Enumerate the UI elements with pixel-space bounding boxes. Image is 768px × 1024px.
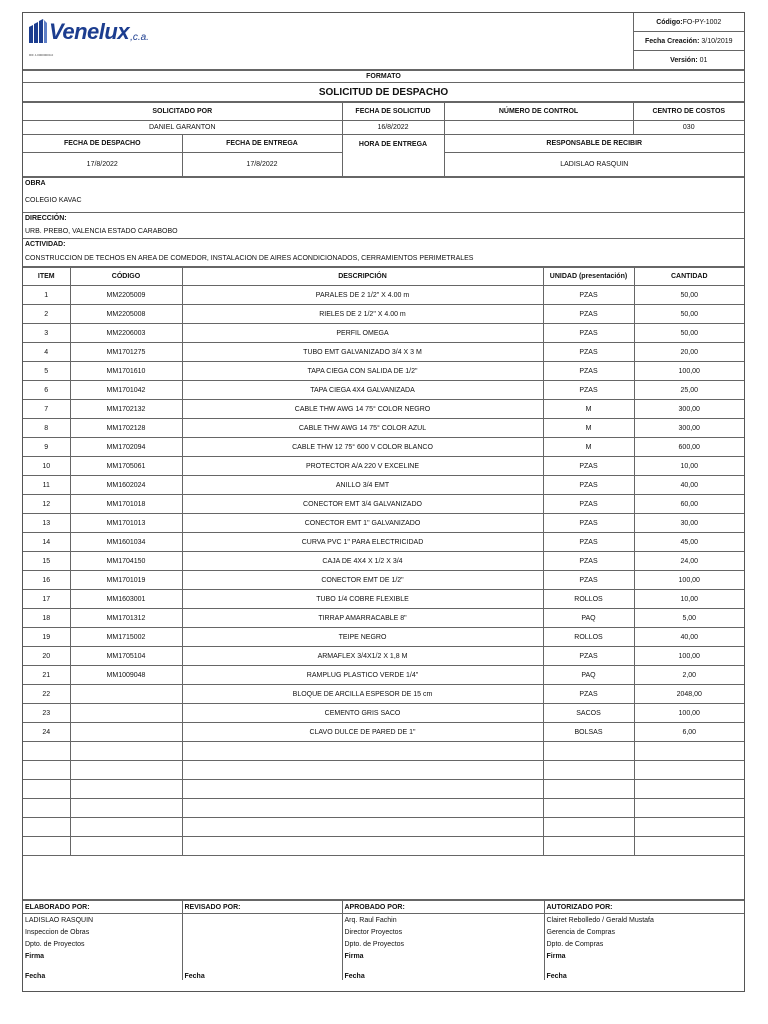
empty-cell [634, 837, 744, 856]
table-row [23, 476, 744, 495]
table-row [23, 514, 744, 533]
cell-cantidad: 100,00 [634, 704, 744, 723]
cell-unidad: PZAS [543, 685, 634, 704]
table-row [23, 324, 744, 343]
cell-descripcion: RIELES DE 2 1/2" X 4.00 m [182, 305, 543, 324]
cell-descripcion: ANILLO 3/4 EMT [182, 476, 543, 495]
empty-cell [543, 761, 634, 780]
cell-item: 7 [23, 400, 70, 419]
table-row [23, 400, 744, 419]
cell-item: 20 [23, 647, 70, 666]
cell-item: 22 [23, 685, 70, 704]
cell-descripcion: PERFIL OMEGA [182, 324, 543, 343]
cell-cantidad: 300,00 [634, 419, 744, 438]
signature-line-dept [23, 938, 744, 950]
cell-codigo [70, 685, 182, 704]
cell-unidad: PZAS [543, 457, 634, 476]
empty-cell [182, 742, 543, 761]
header-table [23, 13, 744, 70]
logo-name: Venelux [49, 19, 130, 44]
fecha-creacion-cell [633, 32, 744, 51]
table-row [23, 438, 744, 457]
table-row [23, 609, 744, 628]
table-row [23, 305, 744, 324]
cell-item: 9 [23, 438, 70, 457]
table-row [23, 666, 744, 685]
cell-item: 6 [23, 381, 70, 400]
cell-item: 15 [23, 552, 70, 571]
autorizado-name: Clairet Rebolledo / Gerald Mustafa [544, 914, 744, 927]
cell-descripcion: CEMENTO GRIS SACO [182, 704, 543, 723]
empty-cell [70, 837, 182, 856]
cell-cantidad: 45,00 [634, 533, 744, 552]
version-label: Versión: [670, 56, 698, 64]
cell-codigo: MM1715002 [70, 628, 182, 647]
empty-cell [23, 761, 70, 780]
codigo-cell [633, 13, 744, 32]
table-row [23, 590, 744, 609]
cell-descripcion: TAPA CIEGA 4X4 GALVANIZADA [182, 381, 543, 400]
cell-unidad: PZAS [543, 533, 634, 552]
cell-item: 24 [23, 723, 70, 742]
cell-unidad: PZAS [543, 324, 634, 343]
title-table [23, 70, 744, 102]
empty-cell [70, 742, 182, 761]
cell-item: 13 [23, 514, 70, 533]
cell-codigo: MM1701019 [70, 571, 182, 590]
cell-descripcion: PROTECTOR A/A 220 V EXCELINE [182, 457, 543, 476]
cell-unidad: PZAS [543, 495, 634, 514]
empty-cell [70, 799, 182, 818]
empty-cell [634, 818, 744, 837]
page-title: SOLICITUD DE DESPACHO [23, 83, 744, 102]
cell-cantidad: 20,00 [634, 343, 744, 362]
table-row [23, 286, 744, 305]
cell-codigo: MM1009048 [70, 666, 182, 685]
cell-cantidad: 25,00 [634, 381, 744, 400]
request-table [23, 102, 744, 177]
cell-unidad: PZAS [543, 571, 634, 590]
fecha-entrega-label: FECHA DE ENTREGA [182, 135, 342, 153]
cell-item: 17 [23, 590, 70, 609]
cell-codigo: MM1701018 [70, 495, 182, 514]
elaborado-dept: Dpto. de Proyectos [23, 938, 182, 950]
table-row [23, 628, 744, 647]
obra-label: OBRA [23, 178, 744, 190]
cell-unidad: PZAS [543, 381, 634, 400]
autorizado-role: Gerencia de Compras [544, 926, 744, 938]
elaborado-label: ELABORADO POR: [23, 901, 182, 914]
revisado-dept [182, 938, 342, 950]
items-table [23, 267, 744, 900]
cell-cantidad: 40,00 [634, 476, 744, 495]
cell-cantidad: 50,00 [634, 286, 744, 305]
cell-unidad: BOLSAS [543, 723, 634, 742]
cell-cantidad: 10,00 [634, 590, 744, 609]
cell-unidad: PZAS [543, 647, 634, 666]
cell-unidad: ROLLOS [543, 590, 634, 609]
cell-item: 4 [23, 343, 70, 362]
signature-line-label [23, 901, 744, 914]
fecha-solicitud-value: 16/8/2022 [342, 121, 444, 135]
cell-codigo: MM2206003 [70, 324, 182, 343]
cell-descripcion: ARMAFLEX 3/4X1/2 X 1,8 M [182, 647, 543, 666]
cell-descripcion: TUBO EMT GALVANIZADO 3/4 X 3 M [182, 343, 543, 362]
cell-item: 5 [23, 362, 70, 381]
table-row [23, 419, 744, 438]
logo-suffix: ,c.a. [130, 32, 149, 43]
cell-unidad: M [543, 438, 634, 457]
cell-unidad: PAQ [543, 609, 634, 628]
codigo-label: Código: [656, 18, 683, 26]
empty-row [23, 837, 744, 856]
cell-cantidad: 6,00 [634, 723, 744, 742]
fecha-solicitud-label: FECHA DE SOLICITUD [342, 103, 444, 121]
cell-cantidad: 600,00 [634, 438, 744, 457]
cell-unidad: ROLLOS [543, 628, 634, 647]
cell-unidad: PZAS [543, 305, 634, 324]
empty-cell [543, 780, 634, 799]
empty-cell [182, 761, 543, 780]
cell-unidad: M [543, 419, 634, 438]
table-row [23, 685, 744, 704]
cell-cantidad: 40,00 [634, 628, 744, 647]
elaborado-fecha: Fecha [23, 962, 182, 980]
cell-item: 8 [23, 419, 70, 438]
cell-codigo: MM1704150 [70, 552, 182, 571]
revisado-fecha: Fecha [182, 962, 342, 980]
cell-cantidad: 300,00 [634, 400, 744, 419]
direccion-value: URB. PREBO, VALENCIA ESTADO CARABOBO [23, 224, 744, 239]
cell-cantidad: 2,00 [634, 666, 744, 685]
cell-codigo: MM1701042 [70, 381, 182, 400]
cell-item: 21 [23, 666, 70, 685]
cell-descripcion: CONECTOR EMT DE 1/2" [182, 571, 543, 590]
cell-cantidad: 2048,00 [634, 685, 744, 704]
col-descripcion: DESCRIPCIÓN [182, 268, 543, 286]
cell-codigo: MM1702128 [70, 419, 182, 438]
empty-cell [23, 818, 70, 837]
cell-item: 19 [23, 628, 70, 647]
revisado-firma [182, 950, 342, 962]
revisado-role [182, 926, 342, 938]
aprobado-label: APROBADO POR: [342, 901, 544, 914]
empty-cell [543, 837, 634, 856]
cell-descripcion: TEIPE NEGRO [182, 628, 543, 647]
cell-codigo: MM1702094 [70, 438, 182, 457]
table-row [23, 343, 744, 362]
aprobado-fecha: Fecha [342, 962, 544, 980]
form-sheet [22, 12, 745, 992]
table-row [23, 704, 744, 723]
aprobado-name: Arq. Raul Fachin [342, 914, 544, 927]
empty-cell [23, 742, 70, 761]
solicitado-por-label: SOLICITADO POR [23, 103, 342, 121]
cell-item: 1 [23, 286, 70, 305]
cell-cantidad: 50,00 [634, 305, 744, 324]
cell-unidad: PZAS [543, 514, 634, 533]
cell-descripcion: CAJA DE 4X4 X 1/2 X 3/4 [182, 552, 543, 571]
col-unidad: UNIDAD (presentación) [543, 268, 634, 286]
cell-cantidad: 10,00 [634, 457, 744, 476]
signature-line-fecha [23, 962, 744, 980]
empty-row [23, 818, 744, 837]
empty-cell [23, 799, 70, 818]
cell-cantidad: 100,00 [634, 647, 744, 666]
cell-cantidad: 5,00 [634, 609, 744, 628]
empty-cell [634, 742, 744, 761]
aprobado-dept: Dpto. de Proyectos [342, 938, 544, 950]
table-row [23, 552, 744, 571]
cell-descripcion: CONECTOR EMT 3/4 GALVANIZADO [182, 495, 543, 514]
logo-tagline: RIF J-00000000-0 [29, 53, 54, 57]
col-item: ITEM [23, 268, 70, 286]
empty-cell [23, 837, 70, 856]
cell-codigo [70, 723, 182, 742]
cell-descripcion: RAMPLUG PLASTICO VERDE 1/4" [182, 666, 543, 685]
table-row [23, 495, 744, 514]
cell-codigo: MM1705061 [70, 457, 182, 476]
autorizado-label: AUTORIZADO POR: [544, 901, 744, 914]
cell-unidad: M [543, 400, 634, 419]
cell-unidad: PZAS [543, 476, 634, 495]
codigo-value: FO-PY-1002 [682, 18, 722, 26]
cell-codigo: MM1601034 [70, 533, 182, 552]
cell-cantidad: 24,00 [634, 552, 744, 571]
elaborado-firma: Firma [23, 950, 182, 962]
solicitado-por-value: DANIEL GARANTON [23, 121, 342, 135]
empty-cell [543, 742, 634, 761]
actividad-value: CONSTRUCCION DE TECHOS EN AREA DE COMEDOR, INSTALACION DE AIRES ACONDICIONADOS, CERRAMIENTOS PERIMETRALES [23, 250, 744, 267]
cell-codigo: MM1701275 [70, 343, 182, 362]
centro-costos-label: CENTRO DE COSTOS [633, 103, 744, 121]
cell-codigo: MM1603001 [70, 590, 182, 609]
centro-costos-value: 030 [633, 121, 744, 135]
responsable-label: RESPONSABLE DE RECIBIR [444, 135, 744, 153]
fecha-despacho-label: FECHA DE DESPACHO [23, 135, 182, 153]
signature-line-role [23, 926, 744, 938]
cell-item: 2 [23, 305, 70, 324]
responsable-value: LADISLAO RASQUIN [444, 153, 744, 177]
cell-descripcion: CURVA PVC 1" PARA ELECTRICIDAD [182, 533, 543, 552]
cell-cantidad: 30,00 [634, 514, 744, 533]
signature-line-name [23, 914, 744, 927]
cell-descripcion: CABLE THW AWG 14 75° COLOR NEGRO [182, 400, 543, 419]
cell-cantidad: 60,00 [634, 495, 744, 514]
company-logo [29, 19, 149, 43]
empty-cell [634, 761, 744, 780]
empty-row [23, 742, 744, 761]
cell-codigo: MM1702132 [70, 400, 182, 419]
building-icon [29, 19, 47, 43]
table-row [23, 647, 744, 666]
version-value: 01 [699, 56, 708, 64]
cell-codigo: MM1701312 [70, 609, 182, 628]
cell-item: 14 [23, 533, 70, 552]
obra-value: COLEGIO KAVAC [23, 189, 744, 213]
cell-item: 18 [23, 609, 70, 628]
empty-cell [543, 799, 634, 818]
empty-row [23, 799, 744, 818]
hora-entrega-label: HORA DE ENTREGA [342, 135, 444, 177]
empty-cell [634, 780, 744, 799]
cell-unidad: PAQ [543, 666, 634, 685]
col-cantidad: CANTIDAD [634, 268, 744, 286]
cell-descripcion: CLAVO DULCE DE PARED DE 1" [182, 723, 543, 742]
cell-descripcion: CABLE THW AWG 14 75° COLOR AZUL [182, 419, 543, 438]
table-row [23, 533, 744, 552]
autorizado-fecha: Fecha [544, 962, 744, 980]
version-cell [633, 51, 744, 70]
autorizado-dept: Dpto. de Compras [544, 938, 744, 950]
formato-label: FORMATO [23, 71, 744, 83]
cell-codigo: MM2205008 [70, 305, 182, 324]
table-row [23, 723, 744, 742]
cell-item: 3 [23, 324, 70, 343]
fecha-creacion-value: 3/10/2019 [701, 37, 733, 45]
table-row [23, 381, 744, 400]
cell-descripcion: PARALES DE 2 1/2" X 4.00 m [182, 286, 543, 305]
cell-item: 16 [23, 571, 70, 590]
fecha-despacho-value: 17/8/2022 [23, 153, 182, 177]
revisado-label: REVISADO POR: [182, 901, 342, 914]
empty-row [23, 761, 744, 780]
cell-descripcion: TUBO 1/4 COBRE FLEXIBLE [182, 590, 543, 609]
signature-table [23, 900, 744, 980]
aprobado-role: Director Proyectos [342, 926, 544, 938]
revisado-name [182, 914, 342, 927]
empty-cell [182, 818, 543, 837]
empty-cell [70, 761, 182, 780]
cell-unidad: SACOS [543, 704, 634, 723]
empty-cell [23, 780, 70, 799]
numero-control-label: NÚMERO DE CONTROL [444, 103, 633, 121]
cell-unidad: PZAS [543, 552, 634, 571]
cell-cantidad: 100,00 [634, 571, 744, 590]
cell-descripcion: CABLE THW 12 75° 600 V COLOR BLANCO [182, 438, 543, 457]
table-row [23, 457, 744, 476]
aprobado-firma: Firma [342, 950, 544, 962]
cell-descripcion: CONECTOR EMT 1" GALVANIZADO [182, 514, 543, 533]
cell-codigo: MM1705104 [70, 647, 182, 666]
col-codigo: CÓDIGO [70, 268, 182, 286]
cell-descripcion: TIRRAP AMARRACABLE 8" [182, 609, 543, 628]
table-row [23, 362, 744, 381]
numero-control-value [444, 121, 633, 135]
cell-item: 23 [23, 704, 70, 723]
cell-descripcion: BLOQUE DE ARCILLA ESPESOR DE 15 cm [182, 685, 543, 704]
cell-unidad: PZAS [543, 362, 634, 381]
elaborado-role: Inspeccion de Obras [23, 926, 182, 938]
cell-item: 11 [23, 476, 70, 495]
direccion-label: DIRECCIÓN: [23, 213, 744, 225]
cell-item: 12 [23, 495, 70, 514]
cell-cantidad: 100,00 [634, 362, 744, 381]
actividad-label: ACTIVIDAD: [23, 239, 744, 251]
cell-item: 10 [23, 457, 70, 476]
fecha-entrega-value: 17/8/2022 [182, 153, 342, 177]
signature-line-firma [23, 950, 744, 962]
empty-cell [634, 799, 744, 818]
fecha-creacion-label: Fecha Creación: [644, 37, 700, 45]
elaborado-name: LADISLAO RASQUIN [23, 914, 182, 927]
empty-cell [70, 780, 182, 799]
empty-cell [182, 780, 543, 799]
table-row [23, 571, 744, 590]
spacer-row [23, 856, 744, 900]
empty-cell [70, 818, 182, 837]
cell-codigo: MM1701013 [70, 514, 182, 533]
cell-cantidad: 50,00 [634, 324, 744, 343]
autorizado-firma: Firma [544, 950, 744, 962]
items-body [23, 286, 744, 856]
cell-unidad: PZAS [543, 286, 634, 305]
empty-cell [543, 818, 634, 837]
empty-cell [182, 837, 543, 856]
cell-codigo: MM1701610 [70, 362, 182, 381]
logo-cell [23, 13, 633, 70]
cell-codigo: MM1602024 [70, 476, 182, 495]
empty-row [23, 780, 744, 799]
empty-cell [182, 799, 543, 818]
cell-codigo: MM2205009 [70, 286, 182, 305]
cell-unidad: PZAS [543, 343, 634, 362]
cell-descripcion: TAPA CIEGA CON SALIDA DE 1/2" [182, 362, 543, 381]
cell-codigo [70, 704, 182, 723]
work-info-table [23, 177, 744, 267]
